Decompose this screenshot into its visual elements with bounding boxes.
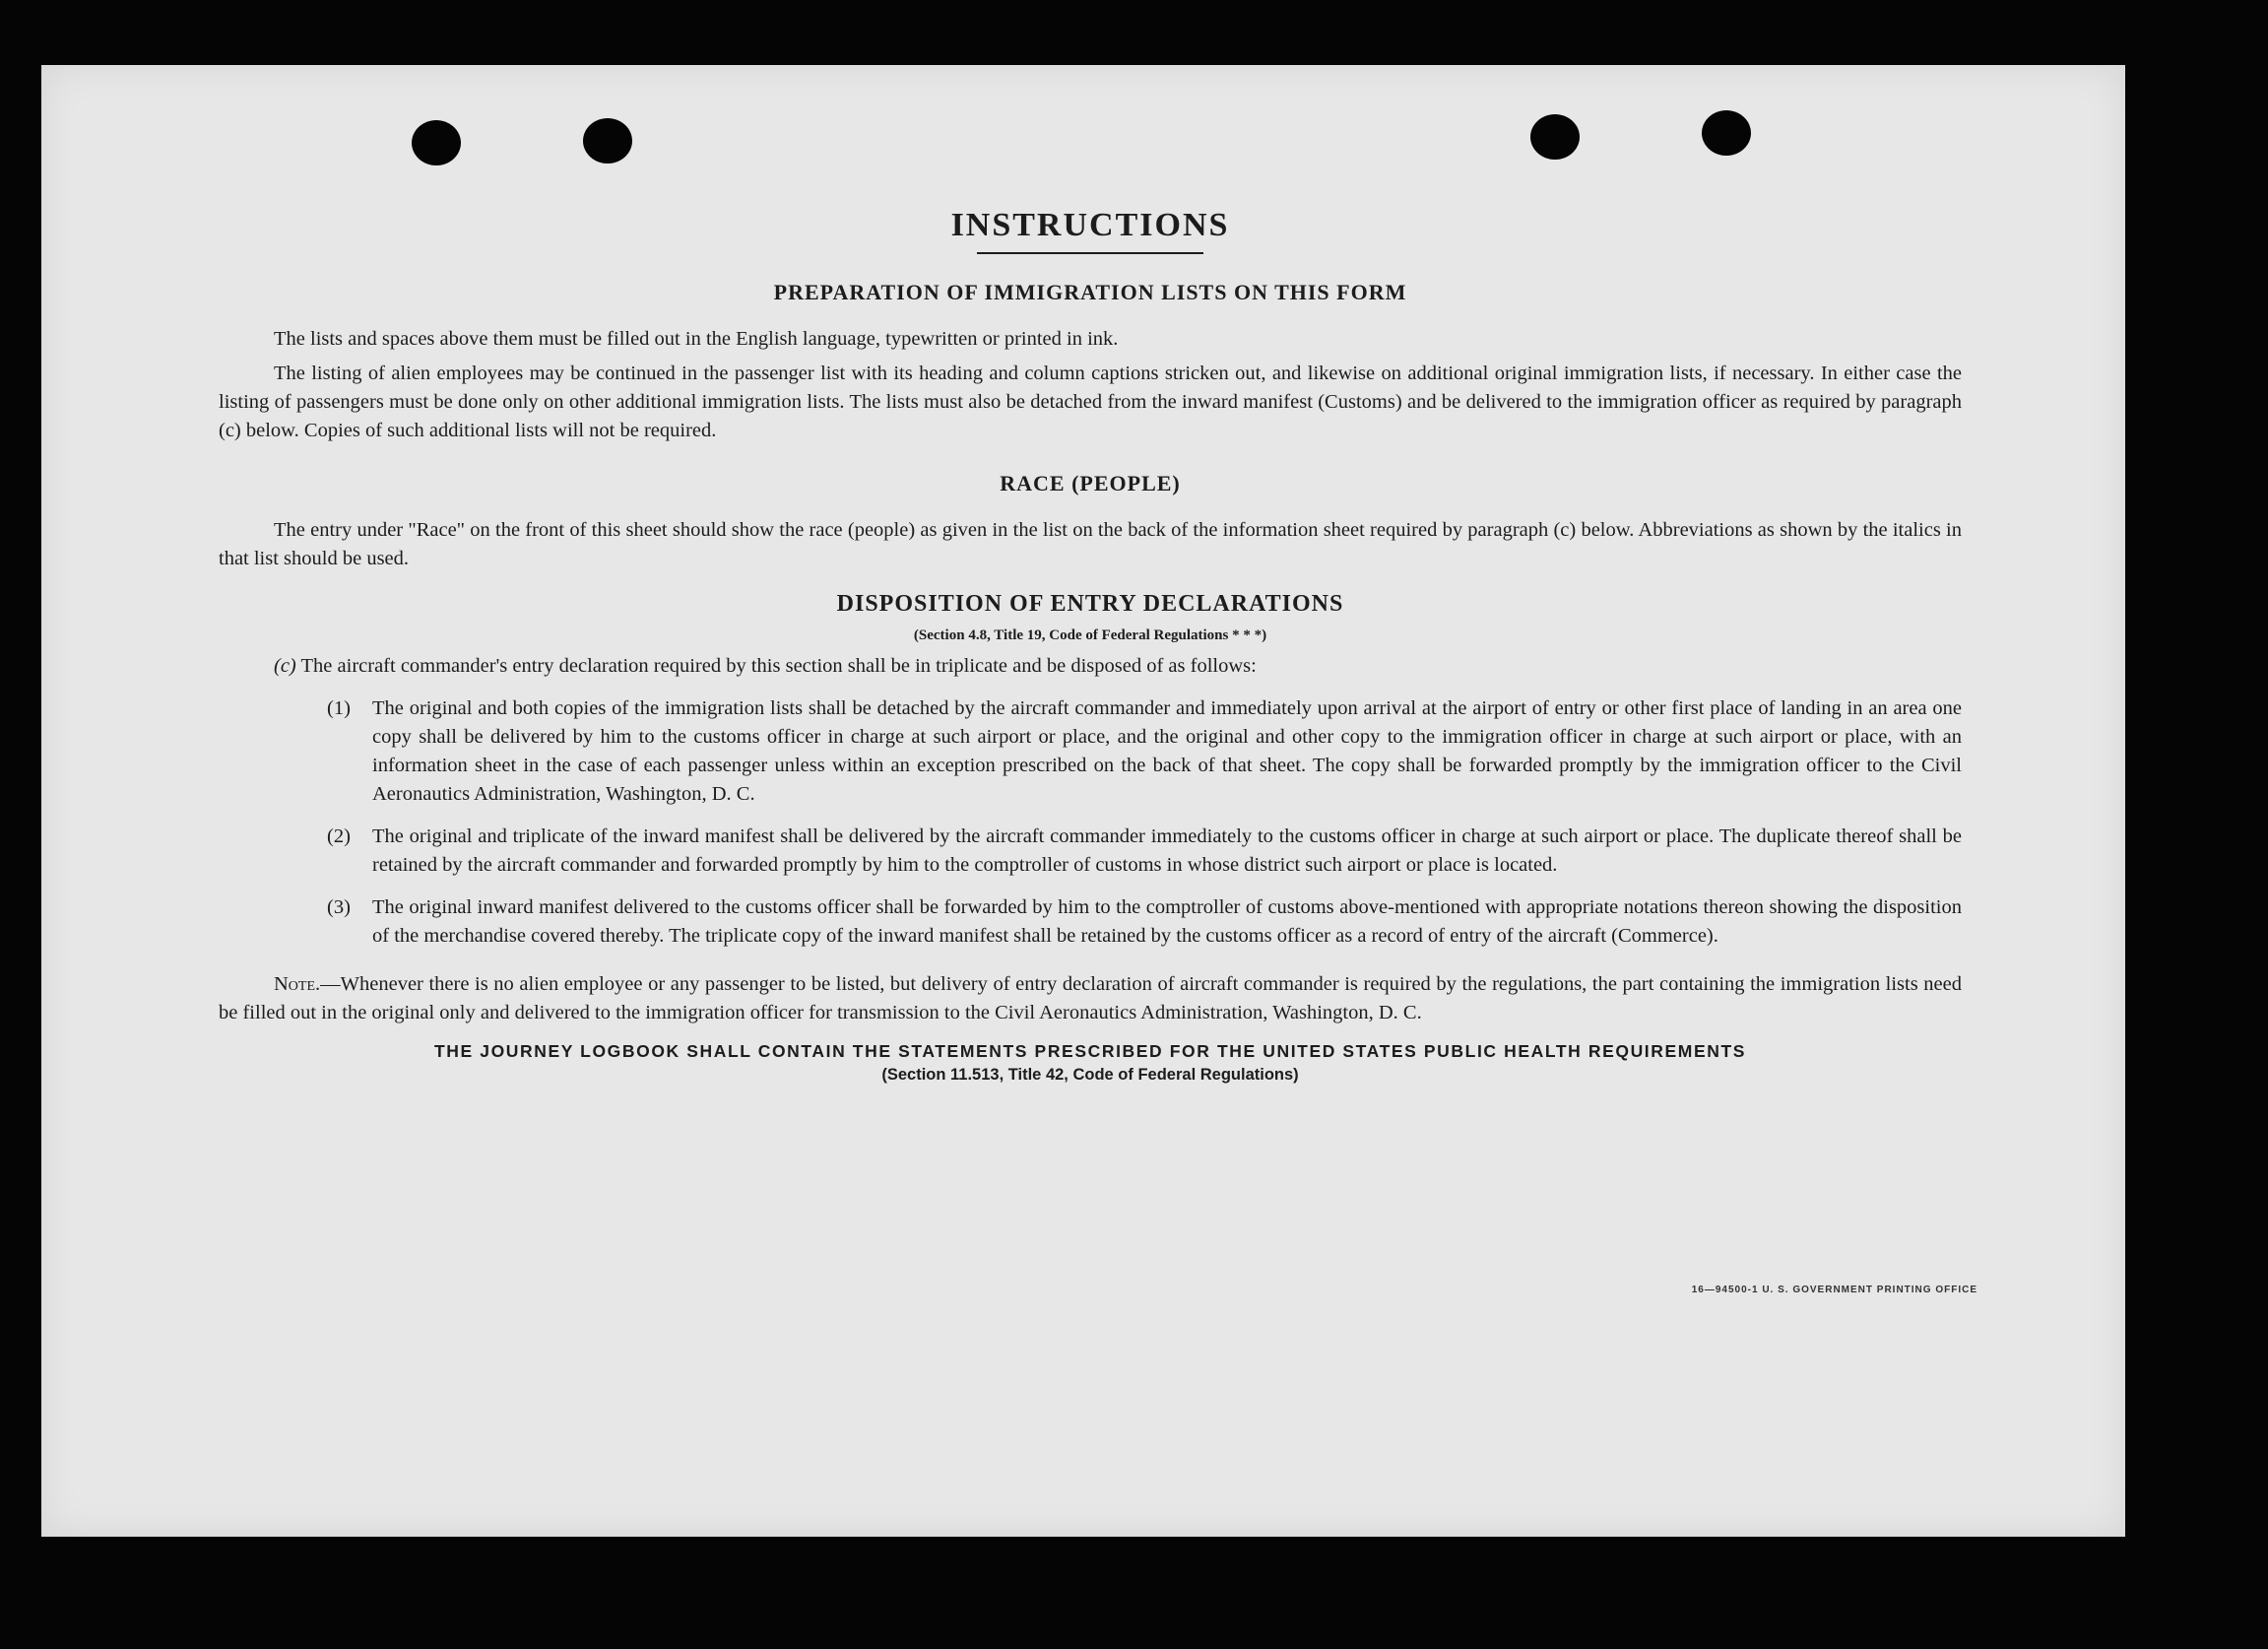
paragraph: The entry under "Race" on the front of this sheet should show the race (people) as given in the list on the back of the information sheet required by paragraph (c) below. Abbreviations as shown by the italics in that list should be used. xyxy=(219,519,1962,569)
page-title: INSTRUCTIONS xyxy=(950,207,1230,243)
note-text: —Whenever there is no alien employee or any passenger to be listed, but delivery of entry declaration of aircraft commander is required by the regulations, the part containing the immigration lists need be filled out in the original only and delivered to the immigration officer for transmission to the Civil Aeronautics Administration, Washington, D. C. xyxy=(219,973,1962,1023)
list-item xyxy=(327,694,1962,809)
list-item xyxy=(327,823,1962,880)
clause-c xyxy=(274,652,1962,681)
note-label: Note. xyxy=(274,973,321,995)
clause-label: (c) xyxy=(274,655,296,677)
section-heading-disposition: DISPOSITION OF ENTRY DECLARATIONS xyxy=(836,591,1344,617)
instructions-body xyxy=(219,144,1962,1085)
item-number: (2) xyxy=(327,825,351,847)
section-citation: (Section 4.8, Title 19, Code of Federal Regulations * * *) xyxy=(913,627,1267,643)
health-requirements-heading: THE JOURNEY LOGBOOK SHALL CONTAIN THE STATEMENTS PRESCRIBED FOR THE UNITED STATES PUBLIC HEALTH REQUIREMENTS xyxy=(433,1041,1747,1061)
item-text: The original and triplicate of the inward manifest shall be delivered by the aircraft commander immediately to the customs officer in charge at such airport or place. The duplicate thereof shall be retained by the aircraft commander and forwarded promptly by him to the comptroller of customs in whose district such airport or place is located. xyxy=(372,825,1962,876)
item-text: The original and both copies of the immigration lists shall be detached by the aircraft commander and immediately upon arrival at the airport of entry or other first place of landing in an area one copy shall be delivered by him to the customs officer in charge at such airport or place, and the original and other copy to the immigration officer in charge at such airport or place, with an information sheet in the case of each passenger unless within an exception prescribed on the back of that sheet. The copy shall be forwarded promptly by the immigration officer to the Civil Aeronautics Administration, Washington, D. C. xyxy=(372,697,1962,805)
item-text: The original inward manifest delivered to the customs officer shall be forwarded by him to the comptroller of customs above-mentioned with appropriate notations thereon showing the disposition of the merchandise covered thereby. The triplicate copy of the inward manifest shall be retained by the customs officer as a record of entry of the aircraft (Commerce). xyxy=(372,896,1962,947)
clause-text: The aircraft commander's entry declaration required by this section shall be in triplicate and be disposed of as follows: xyxy=(300,655,1257,677)
list-item xyxy=(327,893,1962,951)
paragraph: The lists and spaces above them must be filled out in the English language, typewritten or printed in ink. xyxy=(274,328,1119,350)
health-requirements-citation: (Section 11.513, Title 42, Code of Federal Regulations) xyxy=(881,1066,1299,1084)
item-number: (1) xyxy=(327,697,351,719)
printer-imprint: 16—94500-1 U. S. GOVERNMENT PRINTING OFFICE xyxy=(1691,1285,1977,1295)
title-underline xyxy=(977,252,1203,254)
document-page xyxy=(41,65,2125,1537)
section-heading-preparation: PREPARATION OF IMMIGRATION LISTS ON THIS FORM xyxy=(773,280,1407,304)
note-paragraph xyxy=(219,970,1962,1027)
paragraph: The listing of alien employees may be continued in the passenger list with its heading and column captions stricken out, and likewise on additional original immigration lists, if necessary. In either case the listing of passengers must be done only on other additional immigration lists. The lists must also be detached from the inward manifest (Customs) and be delivered to the immigration officer as required by paragraph (c) below. Copies of such additional lists will not be required. xyxy=(219,363,1962,441)
section-heading-race: RACE (PEOPLE) xyxy=(1000,471,1181,495)
item-number: (3) xyxy=(327,896,351,918)
